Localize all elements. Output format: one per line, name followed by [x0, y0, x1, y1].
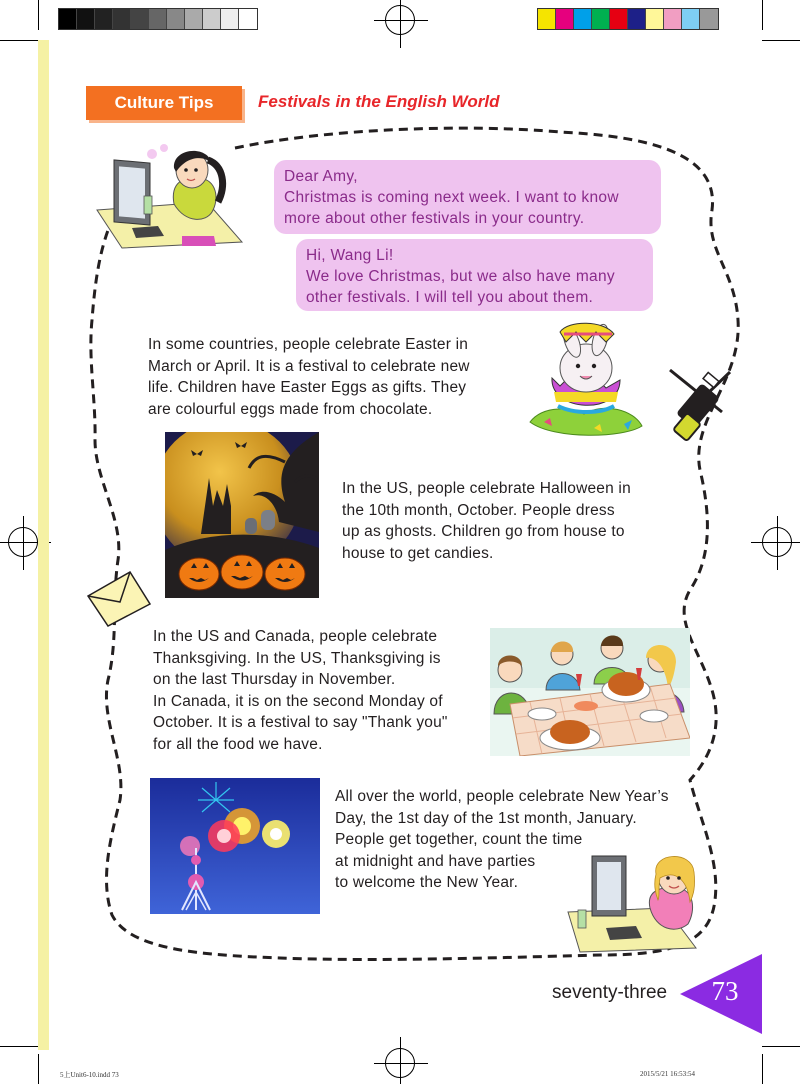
message-line: Dear Amy,	[284, 168, 358, 185]
page-heading: Festivals in the English World	[258, 92, 500, 111]
text-line: life. Children have Easter Eggs as gifts. They	[148, 379, 467, 396]
halloween-night-icon	[165, 432, 319, 598]
text-line: to welcome the New Year.	[335, 874, 519, 891]
text-line: In the US and Canada, people celebrate	[153, 628, 438, 645]
message-line: more about other festivals in your country.	[284, 210, 585, 227]
message-line: Christmas is coming next week. I want to know	[284, 189, 619, 206]
print-slug-date: 2015/5/21 16:53:54	[640, 1070, 696, 1078]
text-line: Day, the 1st day of the 1st month, January.	[335, 809, 637, 827]
flashlight-icon	[660, 362, 740, 444]
text-line: on the last Thursday in November.	[153, 671, 396, 688]
thanksgiving-dinner-icon	[490, 628, 690, 756]
text-line: are colourful eggs made from chocolate.	[148, 400, 433, 418]
envelope-icon	[84, 568, 154, 630]
text-line: October. It is a festival to say "Thank you"	[153, 714, 448, 731]
text-line: People get together, count the time	[335, 831, 583, 848]
text-line: All over the world, people celebrate New Year’s	[335, 788, 669, 805]
easter-paragraph	[148, 334, 470, 420]
fireworks-tower-icon	[150, 778, 320, 914]
print-slug-file: 5上Unit6-10.indd 73	[60, 1071, 119, 1079]
text-line: house to get candies.	[342, 544, 494, 562]
message-line: Hi, Wang Li!	[306, 247, 394, 264]
page-number-word: seventy-three	[552, 982, 668, 1003]
text-line: March or April. It is a festival to celebrate new	[148, 357, 470, 375]
text-line: In the US, people celebrate Halloween in	[342, 480, 631, 497]
easter-bunny-egg-icon	[524, 322, 646, 440]
text-line: In Canada, it is on the second Monday of	[153, 692, 443, 710]
message-line: other festivals. I will tell you about them.	[306, 289, 594, 306]
text-line: at midnight and have parties	[335, 852, 536, 870]
girl-at-computer-icon	[92, 142, 252, 252]
page-number: 73	[711, 976, 739, 1006]
text-line: the 10th month, October. People dress	[342, 501, 615, 519]
culture-tips-tab	[86, 86, 242, 120]
text-line: for all the food we have.	[153, 735, 323, 753]
text-line: In some countries, people celebrate Easter in	[148, 336, 469, 353]
blonde-girl-at-computer-icon	[566, 850, 716, 954]
message-bubble-amy	[296, 239, 653, 311]
thanksgiving-paragraph	[153, 626, 448, 755]
text-line: Thanksgiving. In the US, Thanksgiving is	[153, 649, 441, 667]
message-bubble-wang-li	[274, 160, 661, 234]
culture-tips-label: Culture Tips	[114, 93, 214, 112]
text-line: up as ghosts. Children go from house to	[342, 523, 625, 540]
halloween-paragraph	[342, 478, 631, 564]
message-line: We love Christmas, but we also have many	[306, 268, 615, 285]
